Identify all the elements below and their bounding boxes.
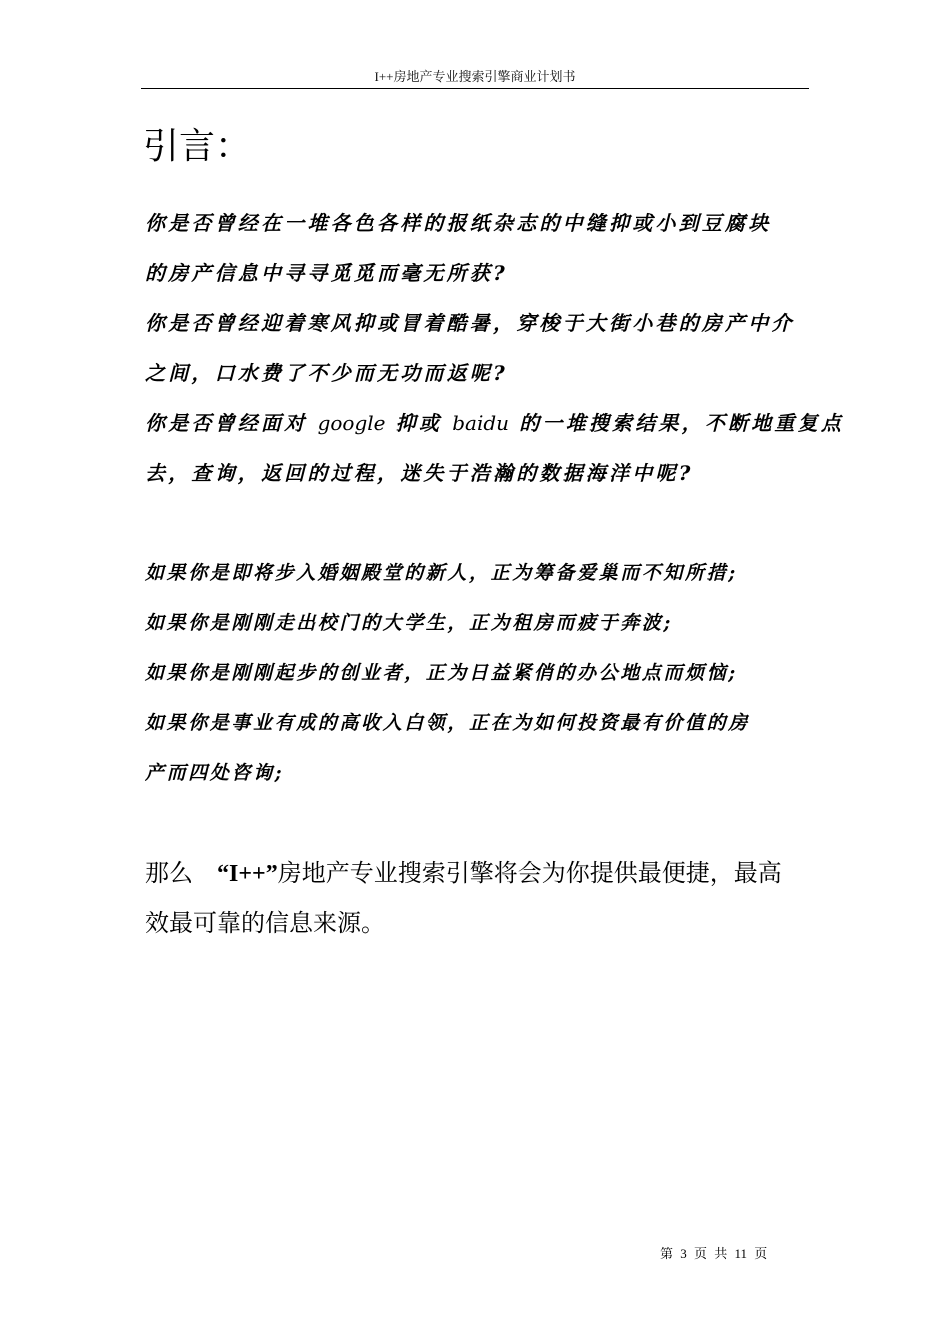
question-line	[145, 198, 810, 248]
brand-name: “I++”	[217, 861, 278, 887]
text: 之间，口水费了不少而无功而返呢?	[145, 361, 508, 385]
question-line	[145, 398, 845, 448]
conclusion-line: 效最可靠的信息来源。	[145, 909, 385, 937]
page-number: 第 3 页 共 11 页	[660, 1246, 768, 1261]
text: 去，查询，返回的过程，迷失于浩瀚的数据海洋中呢?	[145, 461, 694, 485]
text: 那么	[145, 859, 217, 887]
question-line	[145, 248, 810, 298]
question-line	[145, 348, 810, 398]
scenarios-paragraph	[145, 548, 810, 798]
scenario-line: 如果你是事业有成的高收入白领，正在为如何投资最有价值的房	[145, 712, 750, 734]
text: 你是否曾经迎着寒风抑或冒着酷暑，穿梭于大街小巷的房产中介	[145, 311, 795, 335]
question-line	[145, 448, 810, 498]
google-term: google	[317, 411, 386, 435]
text: 抑或	[395, 411, 443, 435]
baidu-term: baidu	[452, 411, 510, 435]
conclusion-line	[145, 848, 810, 898]
section-title: 引言：	[143, 126, 252, 167]
conclusion-paragraph	[145, 848, 810, 948]
scenario-line: 如果你是即将步入婚姻殿堂的新人，正为筹备爱巢而不知所措;	[145, 562, 738, 584]
text: 房地产专业搜索引擎将会为你提供最便捷，最高	[277, 859, 782, 887]
page-header	[141, 66, 809, 89]
text: 你是否曾经在一堆各色各样的报纸杂志的中缝抑或小到豆腐块	[145, 211, 772, 235]
scenario-line: 如果你是刚刚走出校门的大学生，正为租房而疲于奔波;	[145, 612, 674, 634]
text: 的房产信息中寻寻觅觅而毫无所获?	[145, 261, 508, 285]
text: 你是否曾经面对	[145, 411, 308, 435]
questions-paragraph	[145, 198, 845, 498]
header-title: I++房地产专业搜索引擎商业计划书	[374, 69, 576, 84]
text: 的一堆搜索结果，不断地重复点	[519, 411, 845, 435]
scenario-line: 如果你是刚刚起步的创业者，正为日益紧俏的办公地点而烦恼;	[145, 662, 738, 684]
question-line	[145, 298, 810, 348]
scenario-line: 产而四处咨询;	[145, 762, 285, 784]
